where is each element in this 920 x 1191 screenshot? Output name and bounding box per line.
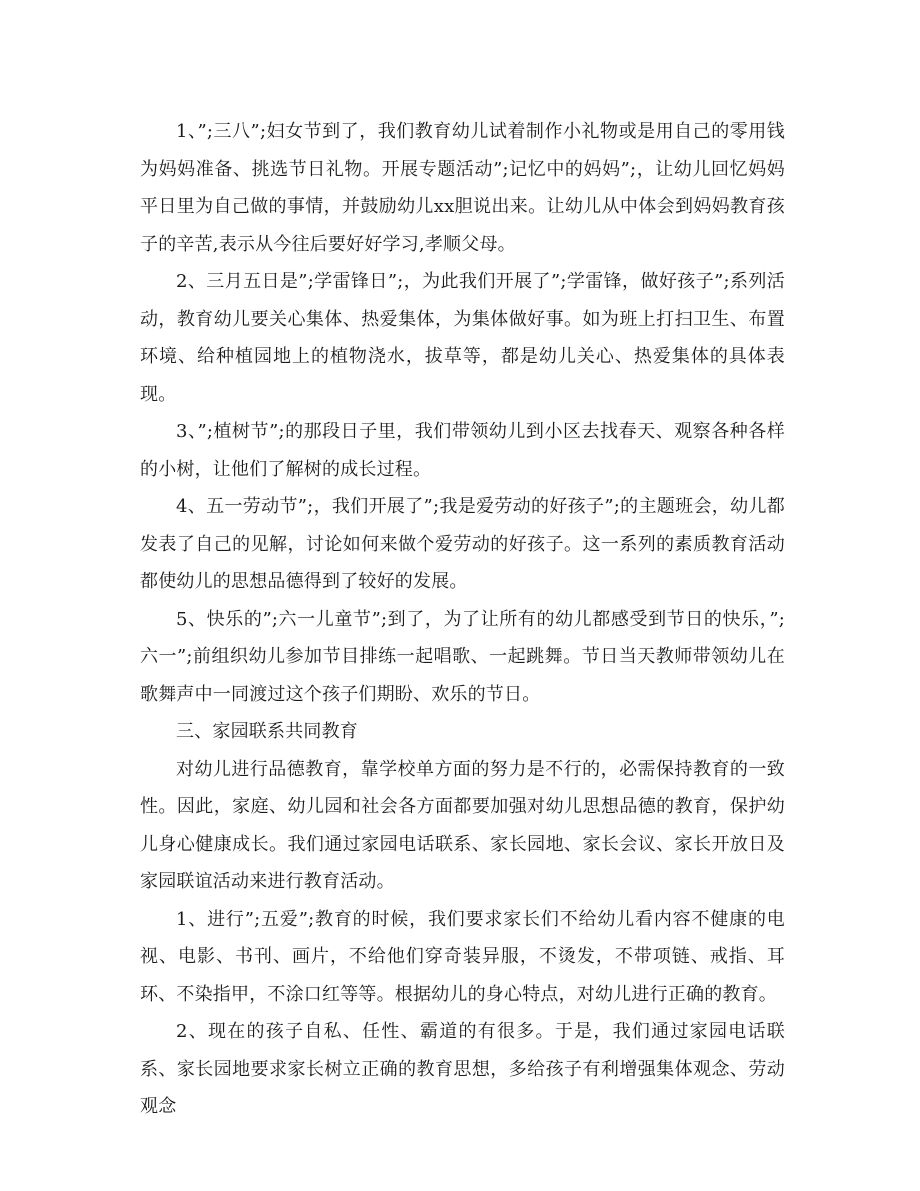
paragraph-labor-day: 4、五一劳动节”;，我们开展了”;我是爱劳动的好孩子”;的主题班会，幼儿都发表了自己的见解，讨论如何来做个爱劳动的好孩子。这一系列的素质教育活动都使幼儿的思想品德得到了较好的发展。 bbox=[140, 496, 785, 592]
paragraph-five-loves: 1、进行”;五爱”;教育的时候，我们要求家长们不给幼儿看内容不健康的电视、电影、书刊、画片，不给他们穿奇装异服，不烫发，不带项链、戒指、耳环、不染指甲，不涂口红等等。根据幼儿的身心特点，对幼儿进行正确的教育。 bbox=[140, 908, 785, 1005]
paragraph-childrens-day: 5、快乐的”;六一儿童节”;到了，为了让所有的幼儿都感受到节日的快乐，”;六一”;前组织幼儿参加节目排练一起唱歌、一起跳舞。节日当天教师带领幼儿在歌舞声中一同渡过这个孩子们期盼、欢乐的节日。 bbox=[140, 608, 785, 705]
paragraph-home-school-intro: 对幼儿进行品德教育，靠学校单方面的努力是不行的，必需保持教育的一致性。因此，家庭、幼儿园和社会各方面都要加强对幼儿思想品德的教育，保护幼儿身心健康成长。我们通过家园电话联系、家长园地、家长会议、家长开放日及家园联谊活动来进行教育活动。 bbox=[140, 758, 785, 892]
paragraph-lei-feng-day: 2、三月五日是”;学雷锋日”;，为此我们开展了”;学雷锋，做好孩子”;系列活动，教育幼儿要关心集体、热爱集体，为集体做好事。如为班上打扫卫生、布置环境、给种植园地上的植物浇水，拔草等，都是幼儿关心、热爱集体的具体表现。 bbox=[140, 271, 785, 405]
document-page bbox=[140, 113, 785, 1126]
section-heading: 三、家园联系共同教育 bbox=[176, 721, 358, 742]
paragraph-selfish-children: 2、现在的孩子自私、任性、霸道的有很多。于是，我们通过家园电话联系、家长园地要求家长树立正确的教育思想，多给孩子有利增强集体观念、劳动观念 bbox=[140, 1021, 785, 1117]
paragraph-arbor-day: 3、”;植树节”;的那段日子里，我们带领幼儿到小区去找春天、观察各种各样的小树，让他们了解树的成长过程。 bbox=[140, 421, 785, 480]
paragraph-womens-day: 1、”;三八”;妇女节到了，我们教育幼儿试着制作小礼物或是用自己的零用钱为妈妈准备、挑选节日礼物。开展专题活动”;记忆中的妈妈”;，让幼儿回忆妈妈平日里为自己做的事情，并鼓励幼儿xx胆说出来。让幼儿从中体会到妈妈教育孩子的辛苦,表示从今往后要好好学习,孝顺父母。 bbox=[140, 121, 785, 255]
